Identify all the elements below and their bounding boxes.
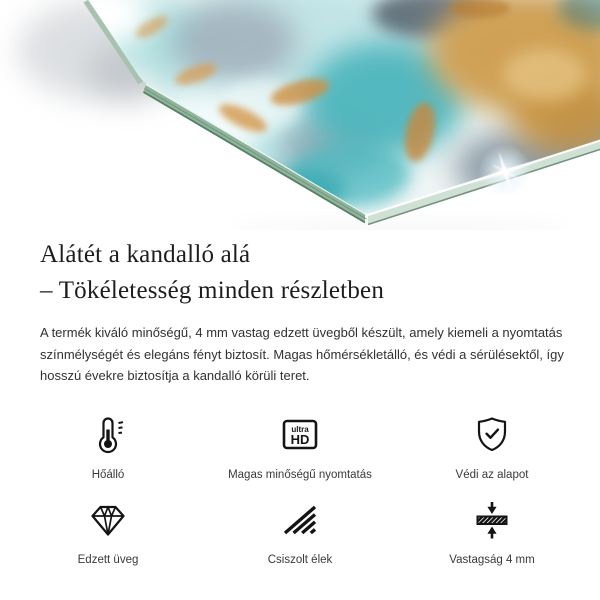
product-description xyxy=(40,322,564,387)
thickness-icon xyxy=(472,497,512,543)
feature-thickness xyxy=(396,497,588,567)
description-line: hosszú évekre biztosítja a kandalló körüli teret. xyxy=(40,368,310,383)
feature-label: Magas minőségű nyomtatás xyxy=(228,468,372,481)
title-line-1: Alátét a kandalló alá xyxy=(40,241,251,268)
thermometer-icon xyxy=(88,412,128,458)
description-line: színmélységét és elegáns fényt biztosít. Magas hőmérsékletálló, és védi a sérülésektől, így xyxy=(40,346,564,362)
description-line: A termék kiváló minőségű, 4 mm vastag edzett üvegből készült, amely kiemeli a nyomtatás xyxy=(40,325,563,340)
polished-edges-icon xyxy=(280,497,320,543)
page-title xyxy=(40,237,560,309)
shield-check-icon xyxy=(472,412,512,458)
feature-label: Edzett üveg xyxy=(77,553,139,566)
feature-label: Hőálló xyxy=(91,468,125,481)
feature-protects-base xyxy=(396,412,588,482)
diamond-icon xyxy=(87,497,129,543)
feature-heat-resistant xyxy=(12,412,204,482)
product-image xyxy=(0,0,600,230)
feature-polished-edges xyxy=(204,497,396,567)
ultra-hd-badge-bottom: HD xyxy=(290,431,310,447)
feature-label: Védi az alapot xyxy=(455,468,529,481)
features-grid xyxy=(0,412,600,567)
feature-label: Csiszolt élek xyxy=(267,553,333,566)
feature-tempered-glass xyxy=(12,497,204,567)
feature-label: Vastagság 4 mm xyxy=(449,553,535,566)
feature-ultra-hd-print xyxy=(204,412,396,482)
ultra-hd-badge-top: ultra xyxy=(291,424,309,434)
content-block xyxy=(0,237,600,387)
title-line-2: – Tökéletesség minden részletben xyxy=(40,277,385,304)
glass-panel-illustration xyxy=(0,0,600,230)
ultra-hd-icon xyxy=(279,412,321,458)
